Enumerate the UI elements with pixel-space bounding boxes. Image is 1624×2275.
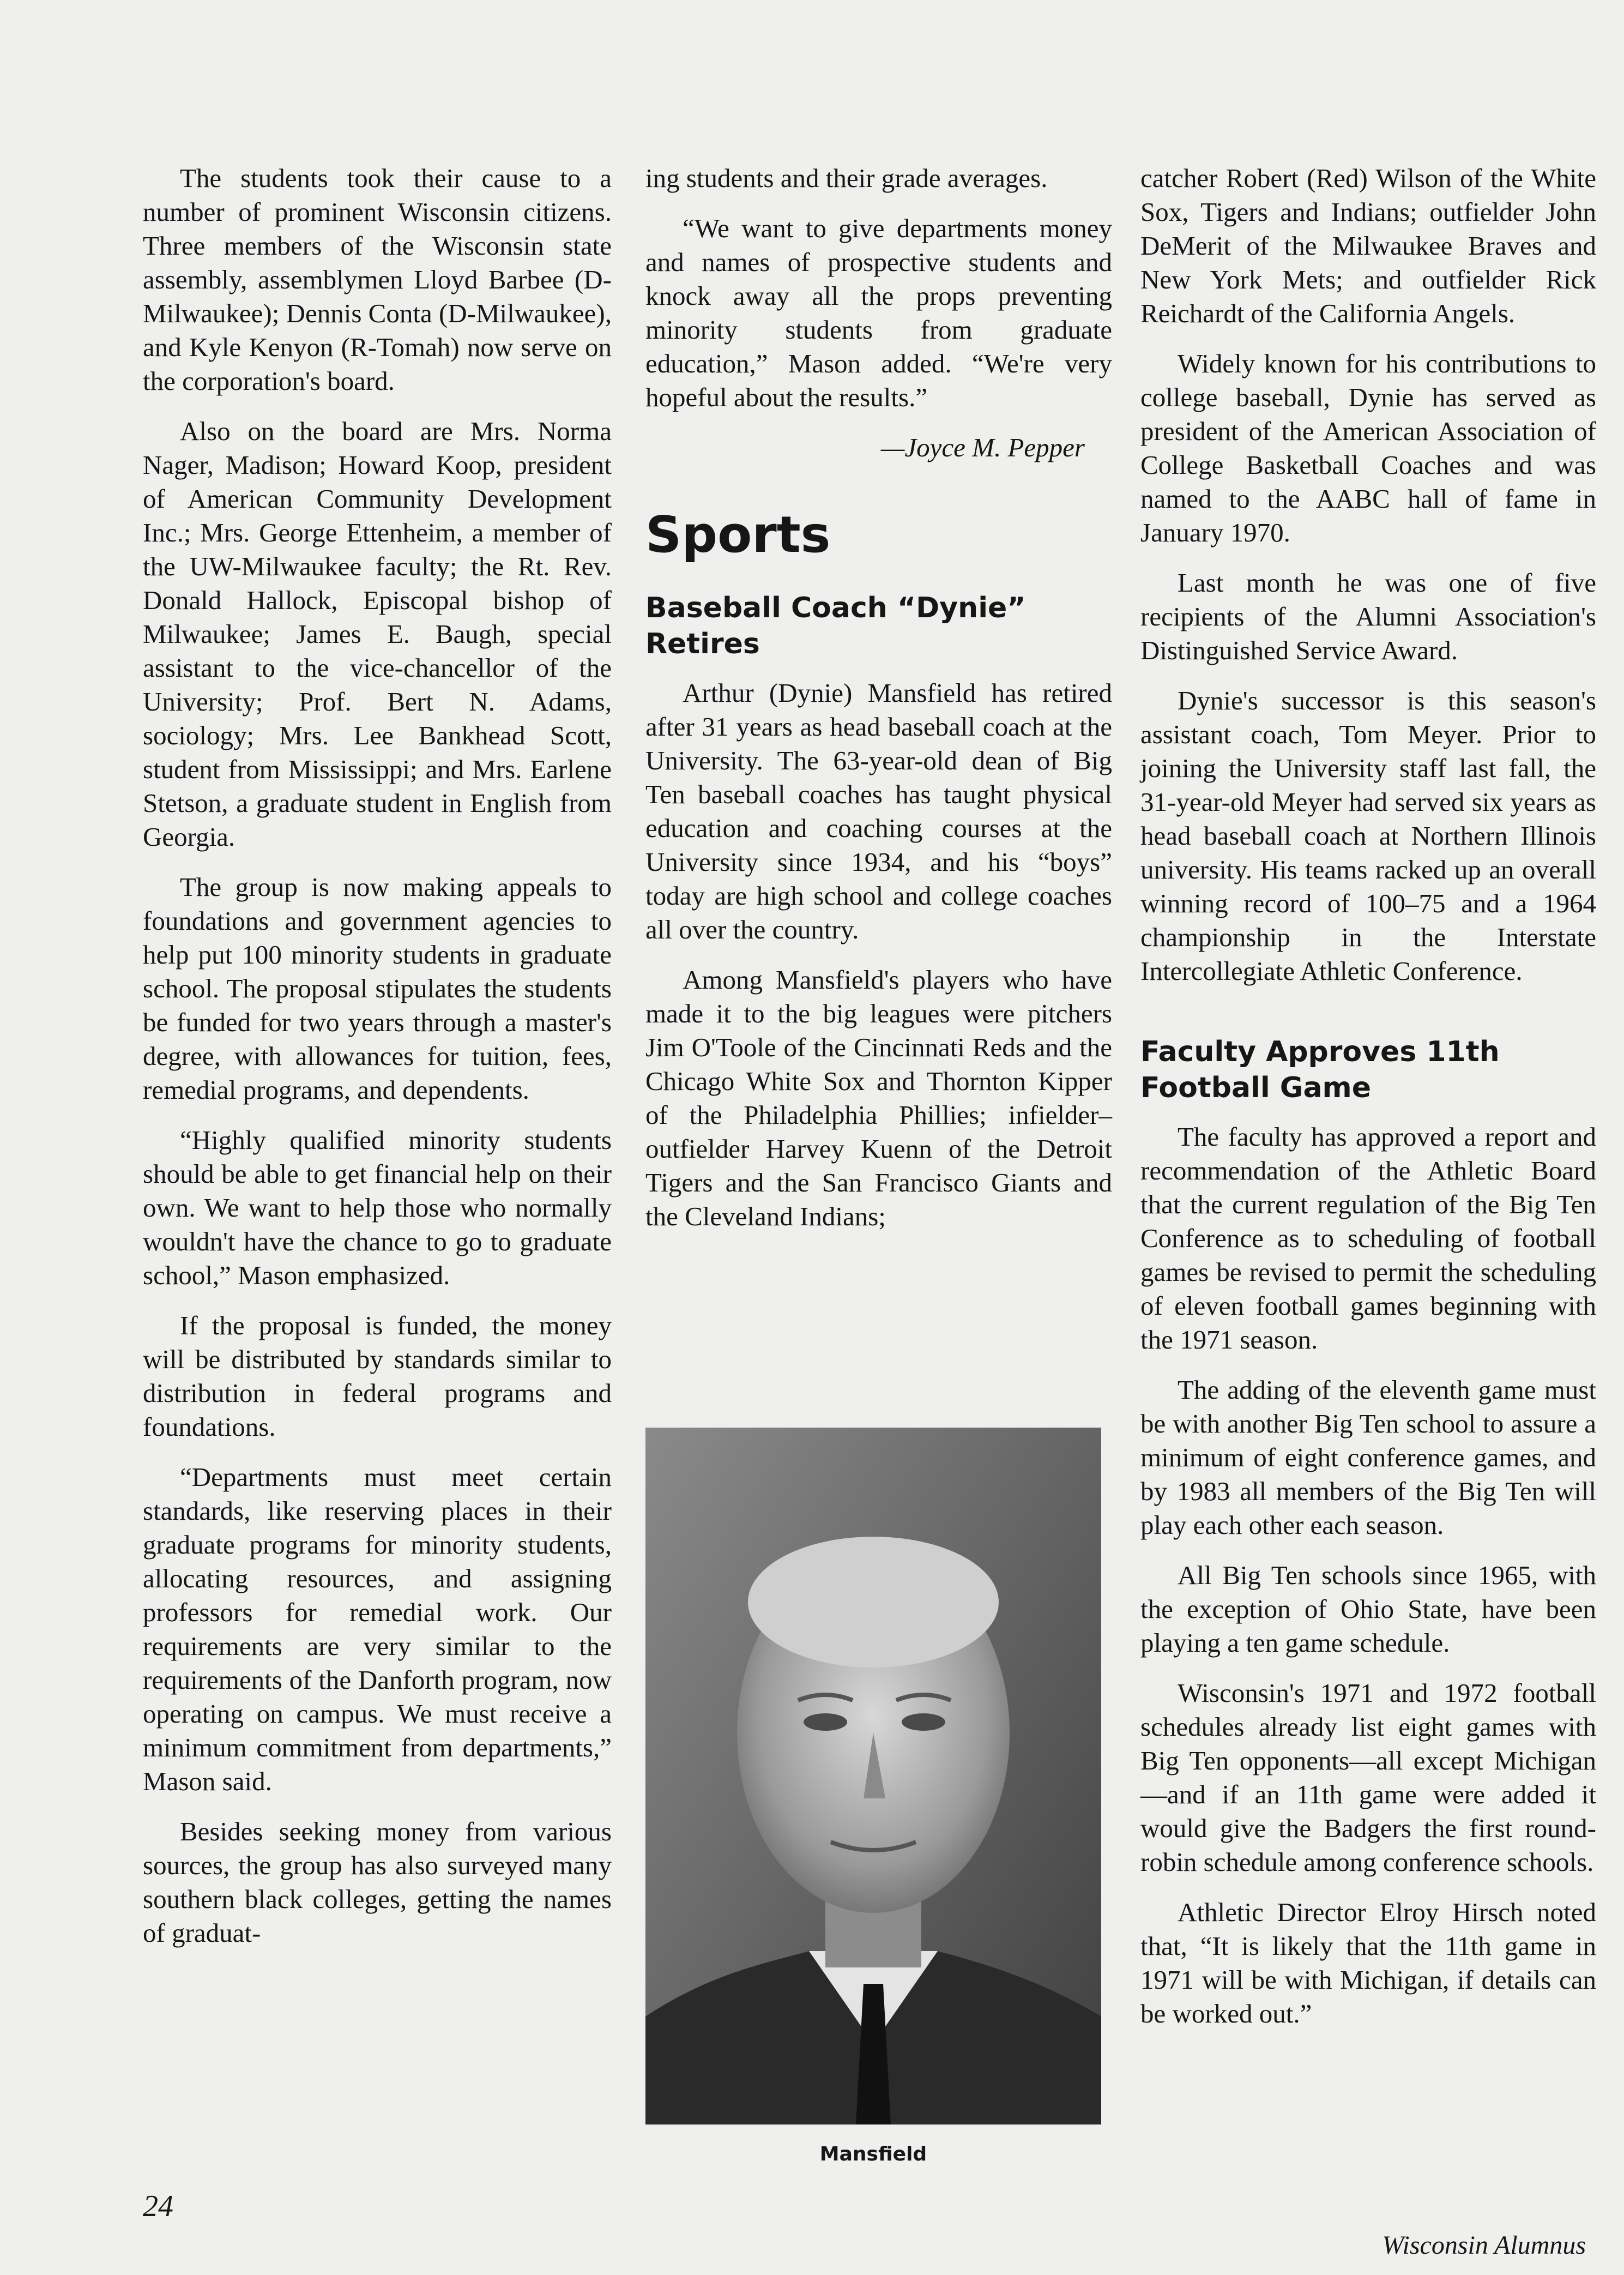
photo-caption: Mansfield <box>819 2143 927 2165</box>
paragraph: Wisconsin's 1971 and 1972 football schedules already list eight games with Big Ten opponents—all except Michigan—and if an 11th game were added it would give the Badgers the first round-robin schedule among conference schools. <box>1140 1678 1596 1877</box>
section-title: Sports <box>645 505 831 564</box>
paragraph: All Big Ten schools since 1965, with the exception of Ohio State, have been playing a ten game schedule. <box>1140 1560 1596 1658</box>
paragraph: Widely known for his contributions to college baseball, Dynie has served as president of the American Association of College Basketball Coaches and was named to the AABC hall of fame in January 1970. <box>1140 348 1596 547</box>
paragraph: Arthur (Dynie) Mansfield has retired after 31 years as head baseball coach at the University. The 63-year-old dean of Big Ten baseball coaches has taught physical education and coaching courses at the University since 1934, and his “boys” today are high school and college coaches all over the country. <box>645 678 1112 944</box>
paragraph: Besides seeking money from various sources, the group has also surveyed many southern black colleges, getting the names of graduat- <box>143 1816 612 1948</box>
paragraph: The faculty has approved a report and recommendation of the Athletic Board that the current regulation of the Big Ten Conference as to scheduling of football games be revised to permit the scheduling of eleven football games beginning with the 1971 season. <box>1140 1122 1596 1355</box>
paragraph: Dynie's successor is this season's assistant coach, Tom Meyer. Prior to joining the University staff last fall, the 31-year-old Meyer had served six years as head baseball coach at Northern Illinois university. His teams racked up an overall winning record of 100–75 and a 1964 championship in the Interstate Intercollegiate Athletic Conference. <box>1140 685 1596 986</box>
paragraph: “Departments must meet certain standards, like reserving places in their graduate programs for minority students, allocating resources, and assigning professors for remedial work. Our requirements are very similar to the requirements of the Danforth program, now operating on campus. We must receive a minimum commitment from departments,” Mason said. <box>143 1462 612 1796</box>
paragraph: The group is now making appeals to foundations and government agencies to help put 100 minority students in graduate school. The proposal stipulates the students be funded for two years through a master's degree, with allowances for tuition, fees, remedial programs, and dependents. <box>143 872 612 1105</box>
publication-footer: Wisconsin Alumnus <box>1382 2231 1586 2260</box>
author-byline: —Joyce M. Pepper <box>880 432 1085 462</box>
page-number: 24 <box>143 2189 173 2223</box>
paragraph: Also on the board are Mrs. Norma Nager, Madison; Howard Koop, president of American Community Development Inc.; Mrs. George Ettenheim, a member of the UW-Milwaukee faculty; the Rt. Rev. Donald Hallock, Episcopal bishop of Milwaukee; James E. Baugh, special assistant to the vice-chancellor of the University; Prof. Bert N. Adams, sociology; Mrs. Lee Bankhead Scott, student from Mississippi; and Mrs. Earlene Stetson, a graduate student in English from Georgia. <box>143 416 612 852</box>
paragraph: Last month he was one of five recipients of the Alumni Association's Distinguished Service Award. <box>1140 568 1596 665</box>
column-3 <box>1140 161 1596 2047</box>
column-2 <box>645 161 1112 1250</box>
paragraph: If the proposal is funded, the money will be distributed by standards similar to distribution in federal programs and foundations. <box>143 1310 612 1442</box>
story-headline: Baseball Coach “Dynie” Retires <box>645 592 1026 660</box>
mansfield-photo <box>645 1428 1101 2124</box>
paragraph: The students took their cause to a number of prominent Wisconsin citizens. Three members of the Wisconsin state assembly, assemblymen Lloyd Barbee (D-Milwaukee); Dennis Conta (D-Milwaukee), and Kyle Kenyon (R-Tomah) now serve on the corporation's board. <box>143 163 612 396</box>
paragraph: The adding of the eleventh game must be with another Big Ten school to assure a minimum of eight conference games, and by 1983 all members of the Big Ten will play each other each season. <box>1140 1375 1596 1540</box>
column-1 <box>143 161 612 1966</box>
paragraph: “Highly qualified minority students should be able to get financial help on their own. We want to help those who normally wouldn't have the chance to go to graduate school,” Mason emphasized. <box>143 1125 612 1290</box>
story-headline: Faculty Approves 11th Football Game <box>1140 1036 1500 1104</box>
paragraph: Among Mansfield's players who have made it to the big leagues were pitchers Jim O'Toole of the Cincinnati Reds and the Chicago White Sox and Thornton Kipper of the Philadelphia Phillies; infielder–outfielder Harvey Kuenn of the Detroit Tigers and the San Francisco Giants and the Cleveland Indians; <box>645 965 1112 1231</box>
paragraph-continued: ing students and their grade averages. <box>645 163 1048 193</box>
paragraph: Athletic Director Elroy Hirsch noted that, “It is likely that the 11th game in 1971 will be with Michigan, if details can be worked out.” <box>1140 1897 1596 2029</box>
paragraph: “We want to give departments money and names of prospective students and knock away all the props preventing minority students from graduate education,” Mason added. “We're very hopeful about the results.” <box>645 213 1112 412</box>
paragraph-continued: catcher Robert (Red) Wilson of the White Sox, Tigers and Indians; outfielder John DeMerit of the Milwaukee Braves and New York Mets; and outfielder Rick Reichardt of the California Angels. <box>1140 163 1596 328</box>
